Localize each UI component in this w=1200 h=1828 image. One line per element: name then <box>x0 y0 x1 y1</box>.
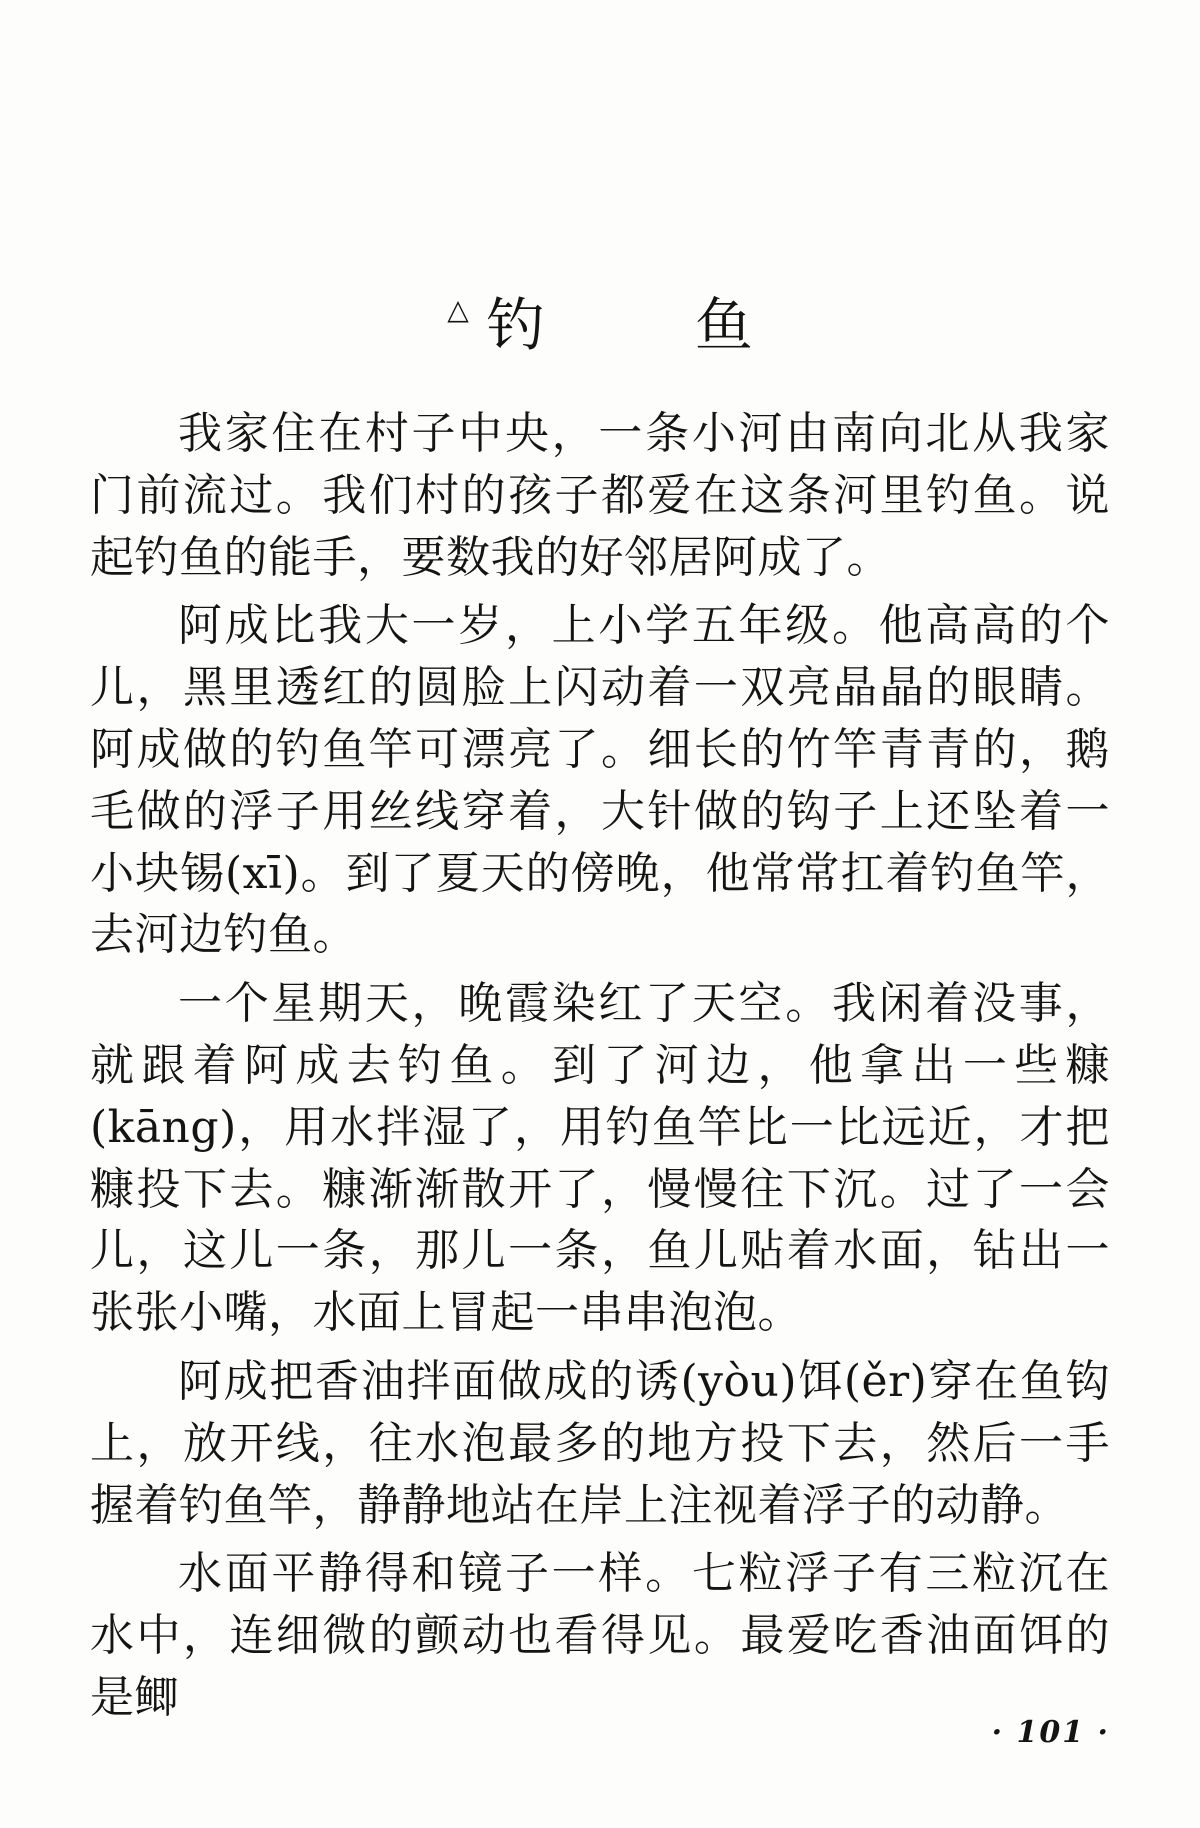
body-text <box>90 403 1110 1736</box>
paragraph-4: 阿成把香油拌面做成的诱(yòu)饵(ěr)穿在鱼钩上，放开线，往水泡最多的地方投下去，然后一手握着钓鱼竿，静静地站在岸上注视着浮子的动静。 <box>90 1355 1110 1531</box>
title-char-2: 鱼 <box>694 291 753 359</box>
paragraph-2: 阿成比我大一岁，上小学五年级。他高高的个儿，黑里透红的圆脸上闪动着一双亮晶晶的眼睛。阿成做的钓鱼竿可漂亮了。细长的竹竿青青的，鹅毛做的浮子用丝线穿着，大针做的钩子上还坠着一小块锡(xī)。到了夏天的傍晚，他常常扛着钓鱼竿，去河边钓鱼。 <box>90 600 1110 961</box>
chapter-title <box>0 270 1200 365</box>
page-number: · 101 · <box>991 1715 1110 1750</box>
paragraph-5: 水面平静得和镜子一样。七粒浮子有三粒沉在水中，连细微的颤动也看得见。最爱吃香油面饵的是鲫 <box>90 1548 1110 1723</box>
paragraph-1: 我家住在村子中央，一条小河由南向北从我家门前流过。我们村的孩子都爱在这条河里钓鱼。说起钓鱼的能手，要数我的好邻居阿成了。 <box>90 408 1110 583</box>
triangle-marker-icon: △ <box>447 293 469 326</box>
title-char-1: 钓 <box>486 291 545 359</box>
paragraph-3: 一个星期天，晚霞染红了天空。我闲着没事，就跟着阿成去钓鱼。到了河边，他拿出一些糠(kāng)，用水拌湿了，用钓鱼竿比一比远近，才把糠投下去。糠渐渐散开了，慢慢往下沉。过了一会儿，这儿一条，那儿一条，鱼儿贴着水面，钻出一张张小嘴，水面上冒起一串串泡泡。 <box>90 978 1110 1339</box>
